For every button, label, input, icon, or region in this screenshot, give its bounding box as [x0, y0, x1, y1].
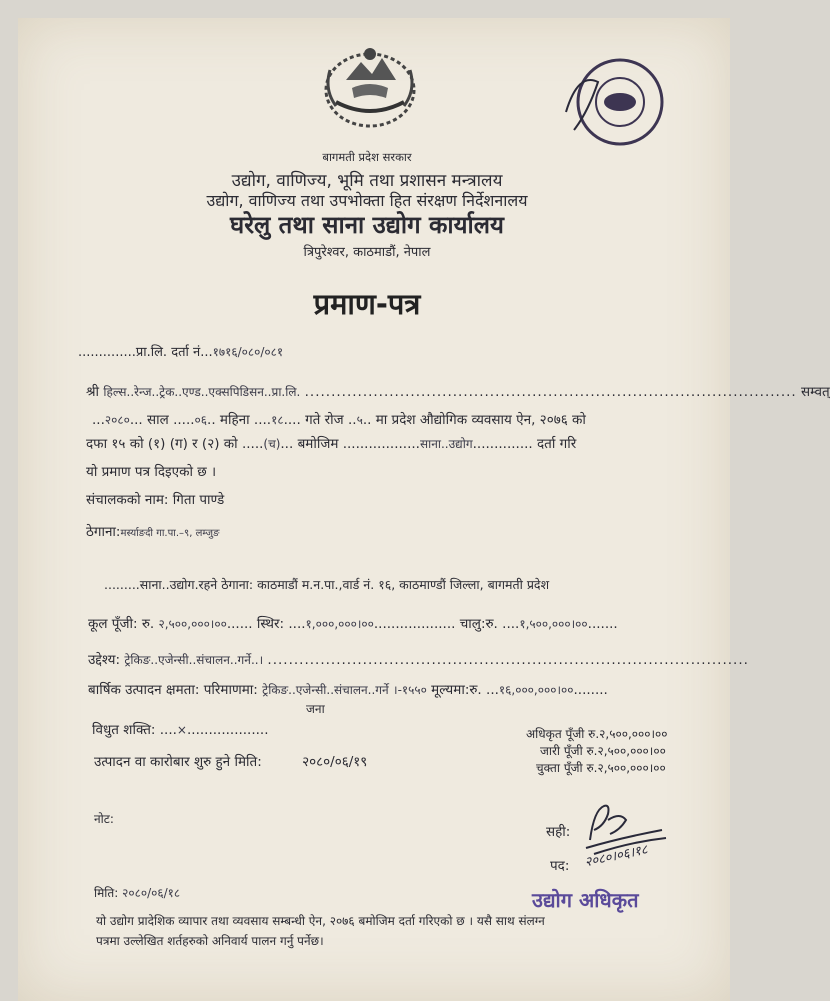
note-label: नोट:	[94, 812, 114, 826]
power-value: ×	[176, 723, 187, 737]
paidup-capital-row	[536, 759, 666, 776]
issued-label: जारी पूँजी रु.	[540, 744, 598, 758]
operator-name: गिता पाण्डे	[172, 492, 225, 508]
capacity-value: ट्रेकिङ..एजेन्सी..संचालन..गर्ने	[262, 683, 389, 697]
company-name: हिल्स..रेन्ज..ट्रेक..एण्ड..एक्सपिडिसन..प्रा.लि.	[103, 385, 301, 399]
shree-prefix: श्री	[86, 384, 100, 400]
bamojim-label: बमोजिम	[297, 436, 339, 452]
issue-date-value: २०८०/०६/१८	[122, 886, 181, 900]
footer-line-2: पत्रमा उल्लेखित शर्तहरुको अनिवार्य पालन गर्नु पर्नेछ।	[96, 934, 324, 948]
issued-value: २,५००,०००।००	[597, 744, 666, 758]
handwritten-date: २०८०।०६।१८	[583, 842, 650, 871]
gate-label: गते रोज	[305, 412, 344, 428]
darta-label: दर्ता गरि	[536, 436, 577, 452]
authorized-label: अधिकृत पूँजी रु.	[526, 727, 600, 741]
paidup-value: २,५००,०००।००	[597, 761, 666, 775]
year-value: २०८०	[104, 413, 130, 427]
act-text: मा प्रदेश औद्योगिक व्यवसाय ऐन, २०७६ को	[375, 412, 586, 428]
current-capital-value: १,५००,०००।००	[519, 617, 588, 631]
registration-prefix: ..............प्रा.लि. दर्ता नं...	[78, 345, 213, 360]
body-line-1: श्री हिल्स..रेन्ज..ट्रेक..एण्ड..एक्सपिडिसन..प्रा.लि. ............................................................................................. सम्वत्	[86, 384, 830, 400]
post-label: पद:	[550, 858, 570, 874]
capacity-label: बार्षिक उत्पादन क्षमता: परिमाणमा:	[88, 682, 258, 698]
capital-line: कूल पूँजी: रु. २,५००,०००।००...... स्थिर: ....१,०००,०००।००................... चालु:रु. ....१,५००,०००।००.......	[88, 616, 618, 632]
body-line-2: ...२०८०... साल .....०६.. महिना ....१८.... गते रोज ..५.. मा प्रदेश औद्योगिक व्यवसाय ऐन, २०७६ को	[92, 412, 586, 428]
start-date-value: २०८०/०६/१९	[302, 754, 368, 770]
footer-line-1: यो उद्योग प्रादेशिक व्यापार तथा व्यवसाय सम्बन्धी ऐन, २०७६ बमोजिम दर्ता गरिएको छ । यसै साथ संलग्न	[96, 914, 545, 928]
weekday-value: ५	[356, 413, 363, 427]
ministry-name: उद्योग, वाणिज्य, भूमि तथा प्रशासन मन्त्रालय	[231, 171, 503, 191]
company-round-stamp	[558, 52, 670, 164]
sal-label: साल	[147, 412, 169, 428]
office-name: घरेलु तथा साना उद्योग कार्यालय	[230, 211, 504, 239]
gov-name: बागमती प्रदेश सरकार	[322, 150, 412, 164]
clause-value: (च)	[263, 437, 281, 451]
registration-number: १७१६/०८०/०८१	[212, 345, 284, 359]
certificate-title: प्रमाण-पत्र	[313, 287, 421, 321]
power-line: विधुत शक्ति: ....×...................	[92, 722, 269, 738]
section-text: दफा १५ को (१) (ग) र (२) को	[86, 436, 238, 452]
total-capital-label: कूल पूँजी: रु.	[88, 616, 155, 632]
issue-date-line	[94, 884, 180, 901]
start-date-line	[94, 752, 367, 770]
purpose-label: उद्देश्य:	[88, 652, 121, 668]
issued-capital-row	[540, 742, 666, 759]
address-line	[86, 522, 219, 540]
nepal-emblem-icon	[316, 40, 424, 132]
month-value: ०६	[194, 413, 208, 427]
signature-label: सही:	[546, 824, 571, 840]
registration-line	[78, 342, 283, 360]
body-line-3: दफा १५ को (१) (ग) र (२) को .....(च)... बमोजिम ..................साना..उद्योग.............. दर्ता गरि	[86, 436, 577, 452]
power-label: विधुत शक्ति:	[92, 722, 156, 738]
office-address: त्रिपुरेश्वर, काठमाडौं, नेपाल	[303, 245, 431, 260]
purpose-value: ट्रेकिङ..एजेन्सी..संचालन..गर्ने..।	[124, 653, 264, 667]
current-capital-label: चालु:रु.	[459, 616, 498, 632]
total-capital-value: २,५००,०००।००	[158, 617, 227, 631]
officer-stamp: उद्योग अधिकृत	[532, 888, 639, 912]
operator-label: संचालकको नाम:	[86, 492, 169, 508]
location-line: .........साना..उद्योग.रहने ठेगाना: काठमाडौं म.न.पा.,वार्ड नं. १६, काठमाण्डौं जिल्ला, बागमती प्रदेश	[104, 577, 550, 592]
address-value: मर्स्याङदी गा.पा.–९, लम्जुङ	[120, 528, 220, 539]
capacity-line: बार्षिक उत्पादन क्षमता: परिमाणमा: ट्रेकिङ..एजेन्सी..संचालन..गर्ने ।-१५५० मूल्यमा:रु. ...१६,०००,०००।००........	[88, 682, 608, 698]
body-line-4: यो प्रमाण पत्र दिइएको छ ।	[86, 464, 217, 480]
authorized-capital-row	[526, 725, 668, 742]
directorate-name: उद्योग, वाणिज्य तथा उपभोक्ता हित संरक्षण निर्देशनालय	[206, 191, 528, 210]
purpose-line: उद्देश्य: ट्रेकिङ..एजेन्सी..संचालन..गर्ने..। ...........................................................................................	[88, 652, 749, 668]
fixed-capital-value: १,०००,०००।००	[305, 617, 374, 631]
category-value: साना..उद्योग	[419, 437, 473, 451]
fixed-capital-label: स्थिर:	[256, 616, 285, 632]
mahina-label: महिना	[219, 412, 250, 428]
capacity-amount-label: मूल्यमा:रु.	[431, 682, 482, 698]
capacity-amount: १६,०००,०००।००	[498, 683, 574, 697]
capacity-unit: जना	[306, 702, 325, 716]
start-date-label: उत्पादन वा कारोबार शुरु हुने मिति:	[94, 754, 262, 770]
operator-line	[86, 490, 224, 508]
day-value: १८	[271, 413, 284, 427]
paidup-label: चुक्ता पूँजी रु.	[536, 761, 598, 775]
authorized-value: २,५००,०००।००	[599, 727, 668, 741]
issue-date-label: मिति:	[94, 886, 119, 900]
address-label: ठेगाना:	[86, 524, 121, 540]
samvat-label: सम्वत्	[801, 384, 830, 400]
capacity-qty: ।-१५५०	[393, 683, 427, 697]
